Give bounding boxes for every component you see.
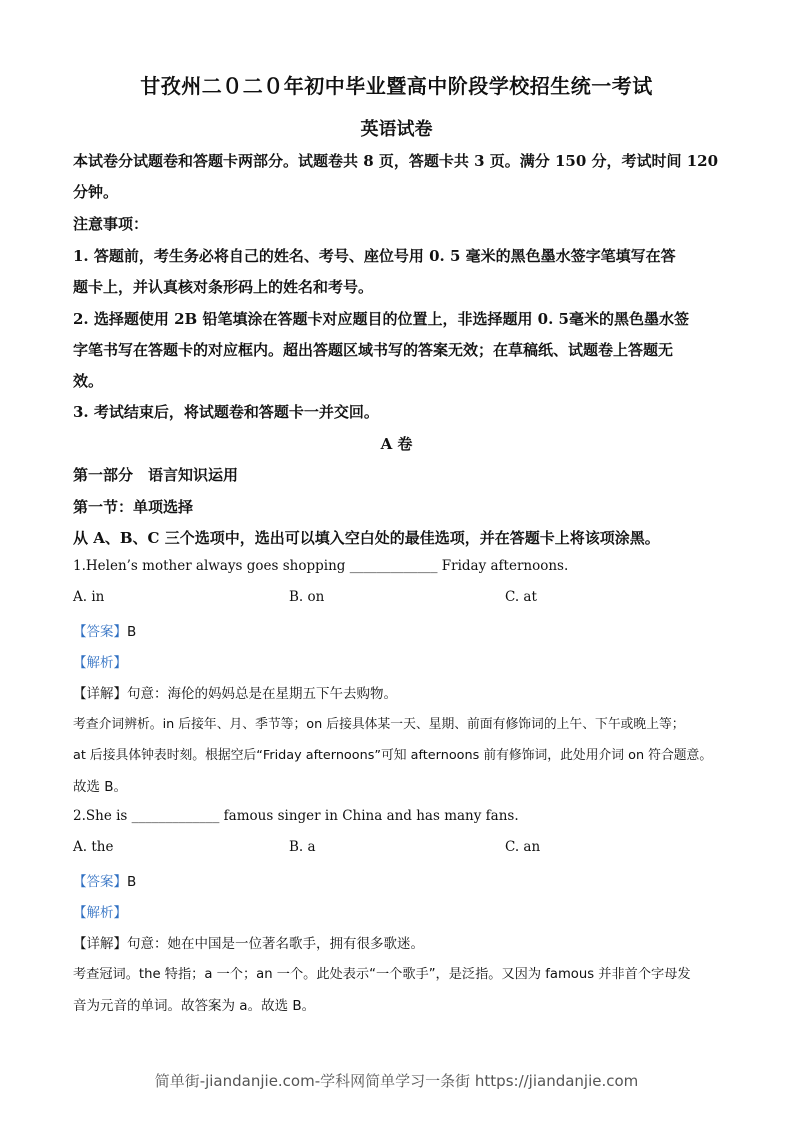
- explain-line: 故选 B。: [73, 779, 128, 795]
- section-heading: 第一节：单项选择: [73, 498, 194, 516]
- notes-heading: 注意事项：: [73, 215, 149, 233]
- option-b: B. a: [289, 839, 316, 855]
- option-b: B. on: [289, 589, 325, 605]
- question-stem: 2.She is _____________ famous singer in China and has many fans.: [73, 808, 519, 824]
- section-instruction: 从 A、B、C 三个选项中，选出可以填入空白处的最佳选项，并在答题卡上将该项涂黑。: [73, 529, 660, 547]
- note-line: 效。: [73, 372, 104, 390]
- footer-watermark: 简单街-jiandanjie.com-学科网简单学习一条街 https://jiandanjie.com: [154, 1072, 639, 1090]
- explain-line: 考查冠词。the 特指；a 一个；an 一个。此处表示“一个歌手”，是泛指。又因为 famous 并非首个字母发: [73, 967, 691, 982]
- exam-subtitle: 英语试卷: [360, 119, 433, 140]
- note-line: 1. 答题前，考生务必将自己的姓名、考号、座位号用 0. 5 毫米的黑色墨水签字笔填写在答: [73, 247, 676, 265]
- answer-label: 【答案】: [73, 874, 127, 890]
- explain-line: at 后接具体钟表时刻。根据空后“Friday afternoons”可知 afternoons 前有修饰词，此处用介词 on 符合题意。: [73, 748, 713, 763]
- volume-heading: A 卷: [380, 435, 413, 453]
- answer-value: B: [127, 624, 137, 640]
- note-line: 2. 选择题使用 2B 铅笔填涂在答题卡对应题目的位置上，非选择题用 0. 5毫米的黑色墨水签: [73, 310, 689, 328]
- part-heading: 第一部分 语言知识运用: [73, 466, 239, 484]
- detail-line: 【详解】句意：她在中国是一位著名歌手，拥有很多歌迷。: [73, 936, 424, 952]
- detail-line: 【详解】句意：海伦的妈妈总是在星期五下午去购物。: [73, 686, 397, 702]
- explain-line: 考查介词辨析。in 后接年、月、季节等；on 后接具体某一天、星期、前面有修饰词的上午、下午或晚上等；: [73, 717, 685, 732]
- option-c: C. at: [505, 589, 537, 605]
- answer-label: 【答案】: [73, 624, 127, 640]
- answer-row: [73, 620, 136, 640]
- exam-title: 甘孜州二０二０年初中毕业暨高中阶段学校招生统一考试: [140, 74, 653, 98]
- note-line: 题卡上，并认真核对条形码上的姓名和考号。: [73, 278, 374, 296]
- intro-line: 本试卷分试题卷和答题卡两部分。试题卷共 8 页，答题卡共 3 页。满分 150 分，考试时间 120: [73, 152, 719, 170]
- answer-value: B: [127, 874, 137, 890]
- option-a: A. the: [73, 839, 114, 855]
- answer-row: [73, 870, 136, 890]
- note-line: 字笔书写在答题卡的对应框内。超出答题区域书写的答案无效；在草稿纸、试题卷上答题无: [73, 341, 674, 359]
- analysis-label: 【解析】: [73, 905, 127, 921]
- option-c: C. an: [505, 839, 541, 855]
- explain-line: 音为元音的单词。故答案为 a。故选 B。: [73, 998, 316, 1014]
- intro-line: 分钟。: [73, 183, 119, 201]
- note-line: 3. 考试结束后，将试题卷和答题卡一并交回。: [73, 403, 379, 421]
- question-stem: 1.Helen’s mother always goes shopping _____________ Friday afternoons.: [73, 558, 569, 574]
- option-a: A. in: [73, 589, 105, 605]
- analysis-label: 【解析】: [73, 655, 127, 671]
